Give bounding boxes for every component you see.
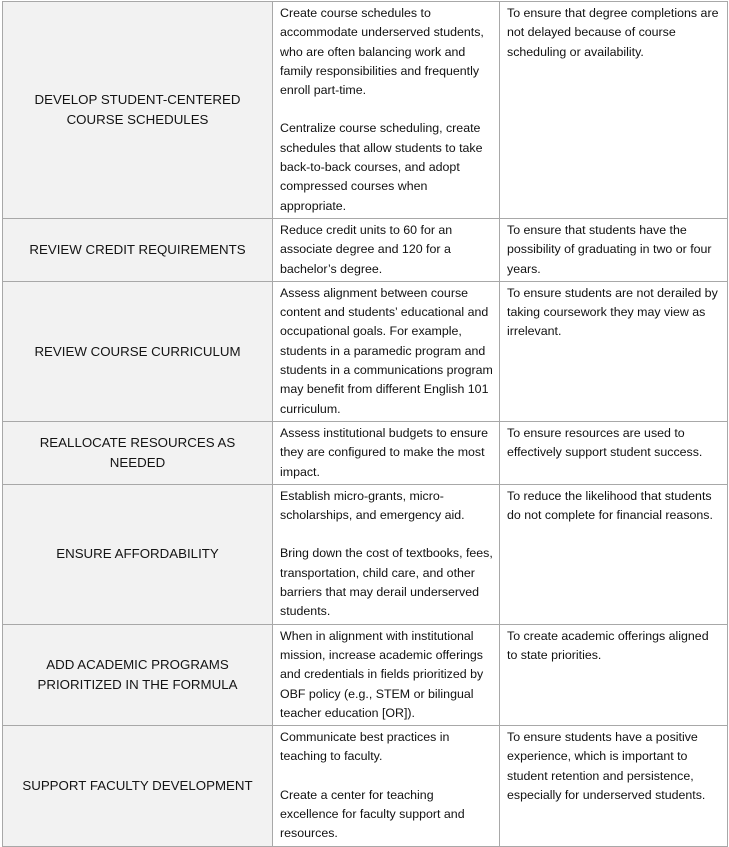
strategy-cell: REVIEW COURSE CURRICULUM [3,281,273,421]
strategy-cell: REVIEW CREDIT REQUIREMENTS [3,218,273,281]
action-cell [273,218,500,281]
action-cell [273,281,500,421]
action-cell [273,2,500,219]
action-text: Centralize course scheduling, create schedules that allow students to take back-to-back courses, and adopt compressed courses when appropriate. [280,121,483,213]
table-row [3,218,728,281]
action-text: Create course schedules to accommodate underserved students, who are often balancing work and family responsibilities and frequently enroll part-time. [280,6,484,98]
rationale-cell: To ensure that students have the possibility of graduating in two or four years. [500,218,728,281]
strategy-cell: ADD ACADEMIC PROGRAMS PRIORITIZED IN THE FORMULA [3,624,273,725]
action-text: Reduce credit units to 60 for an associate degree and 120 for a bachelor’s degree. [280,222,453,276]
rationale-cell: To create academic offerings aligned to state priorities. [500,624,728,725]
table-row [3,726,728,846]
action-text: Assess institutional budgets to ensure they are configured to make the most impact. [280,425,489,479]
strategy-cell: DEVELOP STUDENT-CENTERED COURSE SCHEDULES [3,2,273,219]
action-text: When in alignment with institutional mission, increase academic offerings and credentials in fields prioritized by OBF policy (e.g., STEM or bilingual teacher education [OR]). [280,628,484,720]
strategy-cell: SUPPORT FACULTY DEVELOPMENT [3,726,273,846]
action-cell [273,624,500,725]
table-row [3,421,728,484]
action-cell [273,726,500,846]
rationale-cell: To reduce the likelihood that students do not complete for financial reasons. [500,484,728,624]
action-text: Assess alignment between course content and students’ educational and occupational goals. For example, students in a paramedic program and students in a communications program may benefit from different English 101 curriculum. [280,285,493,416]
action-text: Establish micro-grants, micro-scholarships, and emergency aid. [280,488,465,523]
rationale-cell: To ensure that degree completions are not delayed because of course scheduling or availability. [500,2,728,219]
rationale-cell: To ensure students have a positive experience, which is important to student retention and persistence, especially for underserved students. [500,726,728,846]
action-text: Communicate best practices in teaching to faculty. [280,730,450,764]
table-row [3,484,728,624]
strategies-table [2,1,728,847]
action-cell [273,484,500,624]
rationale-cell: To ensure resources are used to effectively support student success. [500,421,728,484]
strategy-cell: REALLOCATE RESOURCES AS NEEDED [3,421,273,484]
action-cell [273,421,500,484]
table-row [3,281,728,421]
rationale-cell: To ensure students are not derailed by taking coursework they may view as irrelevant. [500,281,728,421]
action-text: Bring down the cost of textbooks, fees, transportation, child care, and other barriers that may derail underserved students. [280,546,493,619]
table-row [3,2,728,219]
table-row [3,624,728,725]
action-text: Create a center for teaching excellence for faculty support and resources. [280,787,465,841]
strategy-cell: ENSURE AFFORDABILITY [3,484,273,624]
